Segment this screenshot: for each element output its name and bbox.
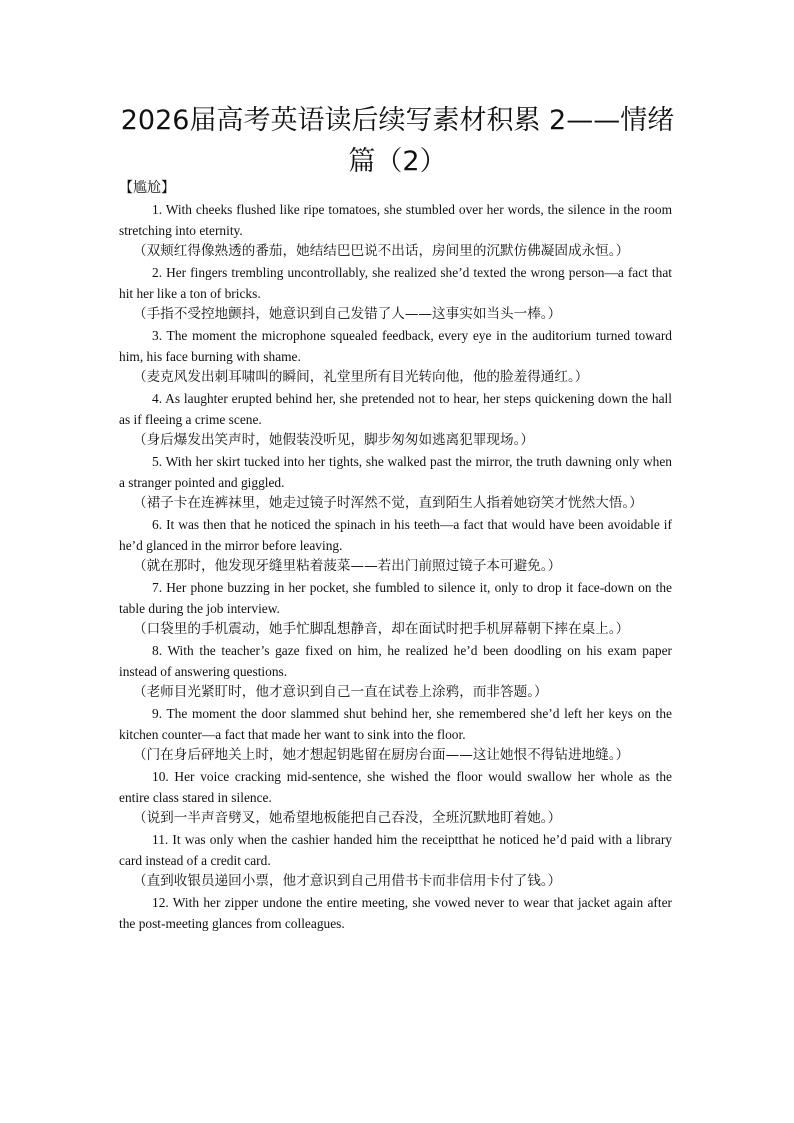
chinese-translation: （直到收银员递回小票，他才意识到自己用借书卡而非信用卡付了钱。） [133,873,562,889]
list-item [119,829,672,892]
list-item [119,703,672,766]
english-sentence: 9. The moment the door slammed shut behind her, she remembered she’d left her keys on the kitchen counter—a fact that made her want to sink into the floor. [119,706,672,742]
chinese-translation: （就在那时，他发现牙缝里粘着菠菜——若出门前照过镜子本可避免。） [133,558,562,574]
list-item [119,892,672,934]
chinese-translation: （麦克风发出刺耳啸叫的瞬间，礼堂里所有目光转向他，他的脸羞得通红。） [133,369,589,385]
chinese-translation: （门在身后砰地关上时，她才想起钥匙留在厨房台面——这让她恨不得钻进地缝。） [133,747,630,763]
sentence-list [119,199,672,934]
english-sentence: 2. Her fingers trembling uncontrollably, she realized she’d texted the wrong person—a fact that hit her like a ton of bricks. [119,265,672,301]
chinese-translation: （身后爆发出笑声时，她假装没听见，脚步匆匆如逃离犯罪现场。） [133,432,535,448]
chinese-translation: （老师目光紧盯时，他才意识到自己一直在试卷上涂鸦，而非答题。） [133,684,548,700]
list-item [119,451,672,514]
list-item [119,262,672,325]
english-sentence: 1. With cheeks flushed like ripe tomatoes, she stumbled over her words, the silence in the room stretching into eternity. [119,202,672,238]
list-item [119,388,672,451]
chinese-translation: （裙子卡在连裤袜里，她走过镜子时浑然不觉，直到陌生人指着她窃笑才恍然大悟。） [133,495,643,511]
english-sentence: 11. It was only when the cashier handed him the receiptthat he noticed he’d paid with a library card instead of a credit card. [119,832,672,868]
list-item [119,640,672,703]
list-item [119,766,672,829]
english-sentence: 10. Her voice cracking mid-sentence, she wished the floor would swallow her whole as the entire class stared in silence. [119,769,672,805]
list-item [119,199,672,262]
english-sentence: 5. With her skirt tucked into her tights, she walked past the mirror, the truth dawning only when a stranger pointed and giggled. [119,454,672,490]
list-item [119,325,672,388]
english-sentence: 4. As laughter erupted behind her, she pretended not to hear, her steps quickening down the hall as if fleeing a crime scene. [119,391,672,427]
list-item [119,514,672,577]
english-sentence: 12. With her zipper undone the entire meeting, she vowed never to wear that jacket again after the post-meeting glances from colleagues. [119,895,672,931]
chinese-translation: （口袋里的手机震动，她手忙脚乱想静音，却在面试时把手机屏幕朝下摔在桌上。） [133,621,630,637]
english-sentence: 7. Her phone buzzing in her pocket, she fumbled to silence it, only to drop it face-down on the table during the job interview. [119,580,672,616]
english-sentence: 6. It was then that he noticed the spinach in his teeth—a fact that would have been avoidable if he’d glanced in the mirror before leaving. [119,517,672,553]
chinese-translation: （双颊红得像熟透的番茄，她结结巴巴说不出话，房间里的沉默仿佛凝固成永恒。） [133,243,630,259]
section-label: 【尴尬】 [119,180,175,196]
document-title: 2026届高考英语读后续写素材积累 2——情绪篇（2） [120,105,675,177]
chinese-translation: （手指不受控地颤抖，她意识到自己发错了人——这事实如当头一棒。） [133,306,562,322]
english-sentence: 8. With the teacher’s gaze fixed on him, he realized he’d been doodling on his exam paper instead of answering questions. [119,643,672,679]
chinese-translation: （说到一半声音劈叉，她希望地板能把自己吞没，全班沉默地盯着她。） [133,810,562,826]
english-sentence: 3. The moment the microphone squealed feedback, every eye in the auditorium turned toward him, his face burning with shame. [119,328,672,364]
list-item [119,577,672,640]
